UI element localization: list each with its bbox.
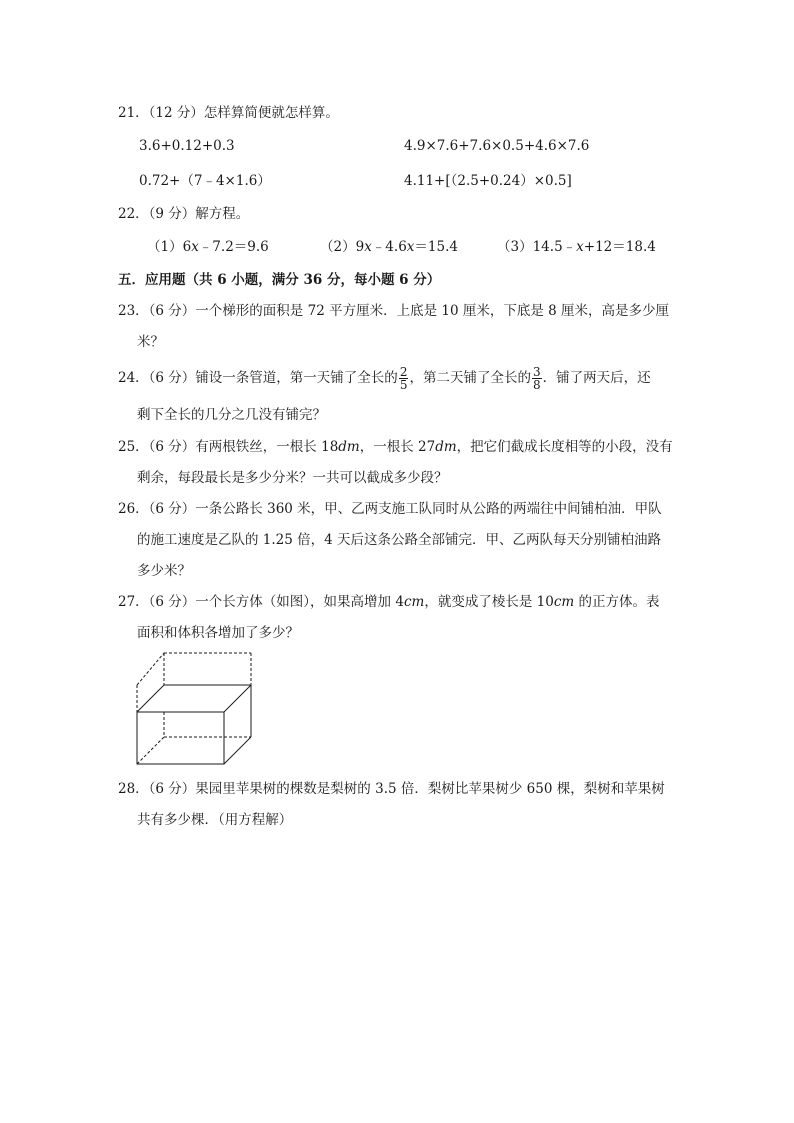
q21-item-1: 3.6+0.12+0.3 <box>139 138 235 154</box>
q22-heading: 22．（9 分）解方程。 <box>118 206 250 222</box>
q23-line-2: 米？ <box>137 334 164 350</box>
q24-fraction-1: $\frac{2}{5}$ <box>399 365 408 392</box>
cuboid-hidden-edges <box>137 712 251 764</box>
cube-extension-dashed <box>137 653 251 712</box>
q27-line-2: 面积和体积各增加了多少？ <box>137 625 299 641</box>
q23-line-1: 23．（6 分）一个梯形的面积是 72 平方厘米．上底是 10 厘米，下底是 8 厘米，高是多少厘 <box>118 303 670 319</box>
q21-item-4: 4.11+[（2.5+0.24）×0.5] <box>404 173 572 189</box>
q26-line-2: 的施工速度是乙队的 1.25 倍，4 天后这条公路全部铺完．甲、乙两队每天分别铺柏油路 <box>137 532 662 548</box>
q25-line-2: 剩余，每段最长是多少分米？一共可以截成多少段？ <box>137 470 448 486</box>
q28-line-1: 28．（6 分）果园里苹果树的棵数是梨树的 3.5 倍．梨树比苹果树少 650 棵，梨树和苹果树 <box>118 781 665 797</box>
q21-heading: 21．（12 分）怎样算简便就怎样算。 <box>118 105 339 121</box>
q26-line-1: 26．（6 分）一条公路长 360 米，甲、乙两支施工队同时从公路的两端往中间铺柏油．甲队 <box>118 501 662 517</box>
q28-line-2: 共有多少棵．（用方程解） <box>137 812 293 828</box>
q22-equation-2: （2）9x﹣4.6x＝15.4 <box>320 239 458 255</box>
q21-item-2: 4.9×7.6+7.6×0.5+4.6×7.6 <box>404 138 590 154</box>
q24-fraction-2: $\frac{3}{8}$ <box>532 365 541 392</box>
q21-item-3: 0.72+（7﹣4×1.6） <box>139 173 271 189</box>
cuboid-figure <box>134 650 264 770</box>
q22-equation-3: （3）14.5﹣x+12＝18.4 <box>497 239 656 255</box>
q24-line-1: 24．（6 分）铺设一条管道，第一天铺了全长的 $\frac{2}{5}$ ，第二天铺了全长的 $\frac{3}{8}$ ．铺了两天后，还 <box>118 365 651 392</box>
q24-line-2: 剩下全长的几分之几没有铺完？ <box>137 407 326 423</box>
q27-line-1: 27．（6 分）一个长方体（如图），如果高增加 4cm，就变成了棱长是 10cm 的正方体。表 <box>118 594 660 610</box>
section-5-heading: 五．应用题（共 6 小题，满分 36 分，每小题 6 分） <box>118 272 441 288</box>
q25-line-1: 25．（6 分）有两根铁丝，一根长 18dm，一根长 27dm，把它们截成长度相等的小段，没有 <box>118 439 673 455</box>
q22-equation-1: （1）6x﹣7.2＝9.6 <box>147 239 269 255</box>
cuboid-solid <box>137 685 251 764</box>
q26-line-3: 多少米？ <box>137 563 191 579</box>
